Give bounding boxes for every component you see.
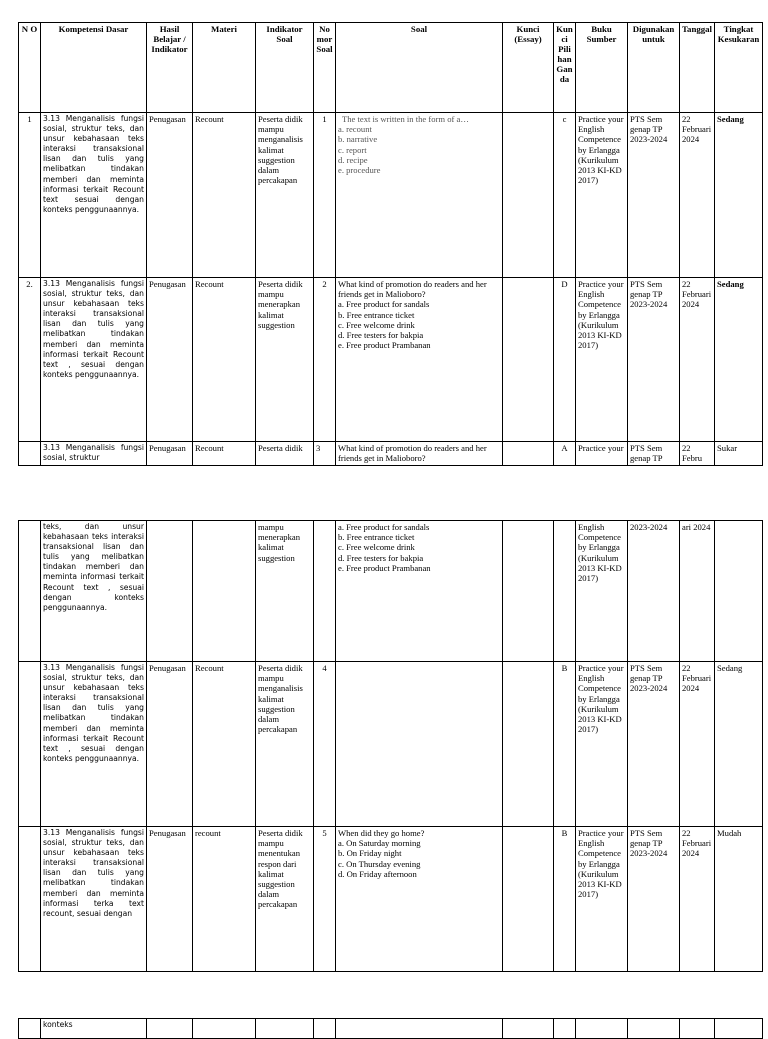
soal-option: a. recount (338, 124, 372, 135)
row-tanggal: ari 2024 (680, 521, 715, 662)
row-kunci (503, 1019, 554, 1039)
row-indikator: Peserta didik mampu menerapkan kalimat suggestion (256, 278, 314, 442)
soal-option: b. On Friday night (338, 848, 402, 859)
row-digunakan: PTS Sem genap TP (628, 442, 680, 466)
row-soal: What kind of promotion do readers and her friends get in Malioboro? (336, 442, 503, 466)
header-kd: Kompetensi Dasar (41, 23, 147, 113)
row-tanggal (680, 1019, 715, 1039)
row-tingkat: Sedang (715, 662, 763, 827)
row-digunakan: PTS Sem genap TP 2023-2024 (628, 278, 680, 442)
row-kd: teks, dan unsur kebahasaan teks interaksi transaksional lisan dan tulis yang melibatkan tindakan memberi dan meminta informasi terkait Recount text , sesuai dengan konteks penggunaannya. (41, 521, 147, 662)
header-tanggal: Tanggal (680, 23, 715, 113)
soal-option: b. narrative (338, 134, 378, 145)
row-no: 1 (19, 113, 41, 278)
row-kunci (503, 113, 554, 278)
row-digunakan: 2023-2024 (628, 521, 680, 662)
row-indikator: mampu menerapkan kalimat suggestion (256, 521, 314, 662)
row-kunci-pg: B (554, 662, 576, 827)
row-tanggal: 22 Februari 2024 (680, 827, 715, 972)
row-hasil (147, 1019, 193, 1039)
soal-option: d. On Friday afternoon (338, 868, 417, 879)
row-materi: Recount (193, 278, 256, 442)
row-kunci (503, 278, 554, 442)
row-nomor: 4 (314, 662, 336, 827)
row-hasil (147, 521, 193, 662)
row-soal (336, 278, 503, 442)
row-no (19, 442, 41, 466)
header-no: N O (19, 23, 41, 113)
row-kunci (503, 521, 554, 662)
row-digunakan (628, 1019, 680, 1039)
table-row (19, 827, 763, 972)
row-soal (336, 113, 503, 278)
soal-option: b. Free entrance ticket (338, 532, 415, 543)
row-buku: Practice your English Competence by Erlangga (Kurikulum 2013 KI-KD 2017) (576, 662, 628, 827)
row-buku: Practice your English Competence by Erlangga (Kurikulum 2013 KI-KD 2017) (576, 278, 628, 442)
soal-option: b. Free entrance ticket (338, 309, 415, 320)
row-indikator (256, 1019, 314, 1039)
soal-question: The text is written in the form of a… (342, 114, 469, 124)
soal-table-page-3 (18, 1018, 763, 1039)
header-digunakan: Digunakan untuk (628, 23, 680, 113)
row-soal (336, 1019, 503, 1039)
soal-option: c. On Thursday evening (338, 858, 421, 869)
soal-option: a. Free product for sandals (338, 299, 430, 310)
row-kunci-pg (554, 1019, 576, 1039)
row-hasil: Penugasan (147, 278, 193, 442)
table-row (19, 1019, 763, 1039)
row-indikator: Peserta didik (256, 442, 314, 466)
row-materi (193, 521, 256, 662)
soal-question: What kind of promotion do readers and her friends get in Malioboro? (338, 279, 487, 300)
header-nomor: Nomor Soal (314, 23, 336, 113)
row-tingkat: Mudah (715, 827, 763, 972)
row-tanggal: 22 Febru (680, 442, 715, 466)
header-hasil: Hasil Belajar / Indikator (147, 23, 193, 113)
row-nomor (314, 521, 336, 662)
row-no: 2. (19, 278, 41, 442)
row-indikator: Peserta didik mampu menentukan respon dari kalimat suggestion dalam percakapan (256, 827, 314, 972)
row-nomor: 3 (314, 442, 336, 466)
row-kd: 3.13 Menganalisis fungsi sosial, struktur (41, 442, 147, 466)
row-nomor: 1 (314, 113, 336, 278)
header-materi: Materi (193, 23, 256, 113)
row-nomor: 5 (314, 827, 336, 972)
row-kd: 3.13 Menganalisis fungsi sosial, struktur teks, dan unsur kebahasaan teks interaksi transaksional lisan dan tulis yang melibatkan tindakan memberi dan meminta informasi terka text recount, sesuai dengan (41, 827, 147, 972)
soal-option: c. report (338, 144, 367, 155)
row-hasil: Penugasan (147, 113, 193, 278)
row-materi: Recount (193, 662, 256, 827)
row-kunci-pg: A (554, 442, 576, 466)
page-1 (0, 0, 768, 470)
row-kd: 3.13 Menganalisis fungsi sosial, struktur teks, dan unsur kebahasaan teks interaksi transaksional lisan dan tulis yang melibatkan tindakan memberi dan meminta informasi terkait Recount text sesuai dengan konteks penggunaannya. (41, 113, 147, 278)
soal-option: d. Free testers for bakpia (338, 330, 424, 341)
row-kd: 3.13 Menganalisis fungsi sosial, struktur teks, dan unsur kebahasaan teks interaksi transaksional lisan dan tulis yang melibatkan tindakan memberi dan meminta informasi terkait Recount text , sesuai dengan konteks penggunaannya. (41, 662, 147, 827)
row-kunci (503, 662, 554, 827)
row-hasil: Penugasan (147, 662, 193, 827)
row-buku: Practice your English Competence by Erlangga (Kurikulum 2013 KI-KD 2017) (576, 113, 628, 278)
row-tanggal: 22 Februari 2024 (680, 662, 715, 827)
header-row (19, 23, 763, 113)
row-digunakan: PTS Sem genap TP 2023-2024 (628, 827, 680, 972)
row-no (19, 1019, 41, 1039)
row-indikator: Peserta didik mampu menganalisis kalimat suggestion dalam percakapan (256, 113, 314, 278)
row-kunci (503, 442, 554, 466)
page-2 (0, 500, 768, 1000)
table-row (19, 442, 763, 466)
soal-option: d. Free testers for bakpia (338, 552, 424, 563)
row-hasil: Penugasan (147, 827, 193, 972)
row-kunci-pg: B (554, 827, 576, 972)
row-nomor (314, 1019, 336, 1039)
table-row (19, 278, 763, 442)
page-3 (0, 1010, 768, 1029)
row-tingkat: Sedang (715, 113, 763, 278)
row-soal (336, 521, 503, 662)
soal-option: e. Free product Prambanan (338, 562, 431, 573)
header-tingkat: Tingkat Kesukaran (715, 23, 763, 113)
row-tanggal: 22 Februari 2024 (680, 278, 715, 442)
row-soal (336, 662, 503, 827)
table-row (19, 662, 763, 827)
row-digunakan: PTS Sem genap TP 2023-2024 (628, 113, 680, 278)
row-buku: Practice your English Competence by Erlangga (Kurikulum 2013 KI-KD 2017) (576, 827, 628, 972)
row-tingkat: Sukar (715, 442, 763, 466)
header-kunci-pg: Kunci Pilihan Ganda (554, 23, 576, 113)
row-materi: Recount (193, 113, 256, 278)
row-kunci-pg: c (554, 113, 576, 278)
row-kunci-pg (554, 521, 576, 662)
table-row (19, 113, 763, 278)
row-no (19, 521, 41, 662)
row-materi: Recount (193, 442, 256, 466)
row-kunci-pg: D (554, 278, 576, 442)
soal-option: a. Free product for sandals (338, 522, 430, 532)
row-tingkat (715, 521, 763, 662)
row-buku (576, 1019, 628, 1039)
row-materi: recount (193, 827, 256, 972)
row-digunakan: PTS Sem genap TP 2023-2024 (628, 662, 680, 827)
soal-option: e. Free product Prambanan (338, 340, 431, 351)
header-kunci: Kunci (Essay) (503, 23, 554, 113)
header-indikator: Indikator Soal (256, 23, 314, 113)
soal-option: d. recipe (338, 154, 368, 165)
row-nomor: 2 (314, 278, 336, 442)
row-kd: 3.13 Menganalisis fungsi sosial, struktur teks, dan unsur kebahasaan teks interaksi transaksional lisan dan tulis yang melibatkan tindakan memberi dan meminta informasi terkait Recount text , sesuai dengan konteks penggunaannya. (41, 278, 147, 442)
row-tanggal: 22 Februari 2024 (680, 113, 715, 278)
header-buku: Buku Sumber (576, 23, 628, 113)
soal-option: c. Free welcome drink (338, 319, 415, 330)
row-no (19, 827, 41, 972)
row-kd: konteks (41, 1019, 147, 1039)
soal-option: a. On Saturday morning (338, 838, 421, 849)
table-row (19, 521, 763, 662)
row-indikator: Peserta didik mampu menganalisis kalimat suggestion dalam percakapan (256, 662, 314, 827)
soal-question: When did they go home? (338, 828, 425, 838)
row-kunci (503, 827, 554, 972)
soal-option: c. Free welcome drink (338, 542, 415, 553)
row-buku: English Competence by Erlangga (Kurikulum 2013 KI-KD 2017) (576, 521, 628, 662)
row-no (19, 662, 41, 827)
header-soal: Soal (336, 23, 503, 113)
soal-table-page-1 (18, 22, 763, 466)
soal-table-page-2 (18, 520, 763, 972)
row-soal (336, 827, 503, 972)
row-buku: Practice your (576, 442, 628, 466)
soal-option: e. procedure (338, 165, 381, 176)
row-tingkat: Sedang (715, 278, 763, 442)
row-hasil: Penugasan (147, 442, 193, 466)
row-tingkat (715, 1019, 763, 1039)
row-materi (193, 1019, 256, 1039)
